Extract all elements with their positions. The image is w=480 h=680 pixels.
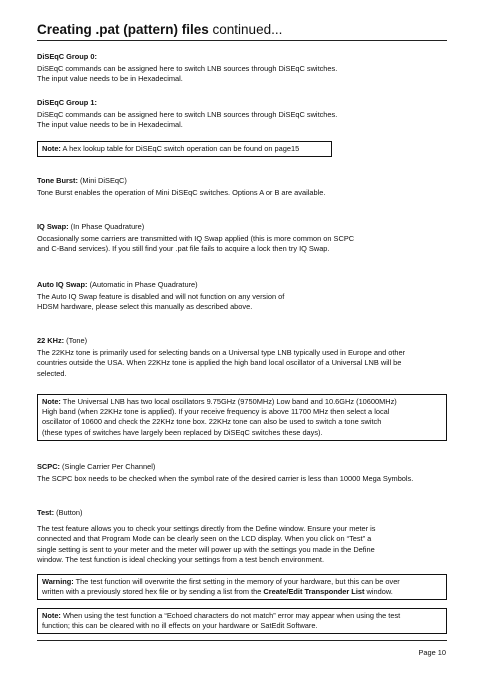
note-echoed-characters [37, 608, 447, 634]
section-heading: IQ Swap: (In Phase Quadrature) [37, 222, 145, 231]
note-line: (these types of switches have largely been replaced by DiSEqC switches these days). [42, 427, 323, 437]
note-label: Note: [42, 144, 61, 153]
page-title-rest: continued... [208, 22, 283, 37]
warning-line: window. [364, 587, 393, 597]
note-text: A hex lookup table for DiSEqC switch operation can be found on page15 [60, 144, 300, 153]
section-auto-iq-swap [37, 280, 447, 313]
page-title [37, 22, 282, 38]
section-line: countries outside the USA. When 22KHz tone is applied the high band local oscillator of a Universal LNB will be [37, 358, 402, 368]
section-diseqc-group-1 [37, 98, 447, 131]
section-scpc [37, 462, 447, 484]
note-line: The Universal LNB has two local oscillators 9.75GHz (9750MHz) Low band and 10.6GHz (10600MHz) [60, 397, 397, 406]
section-iq-swap [37, 222, 447, 255]
section-line: The SCPC box needs to be checked when the symbol rate of the desired carrier is less than 10000 Mega Symbols. [37, 474, 414, 484]
section-heading: DiSEqC Group 0: [37, 52, 97, 61]
section-heading: Test: (Button) [37, 508, 83, 517]
section-line: The Auto IQ Swap feature is disabled and will not function on any version of [37, 292, 285, 302]
section-22khz [37, 336, 447, 379]
note-line: When using the test function a “Echoed characters do not match” error may appear when using the test [60, 611, 401, 620]
page-title-bold: Creating .pat (pattern) files [37, 22, 209, 37]
section-heading: SCPC: (Single Carrier Per Channel) [37, 462, 156, 471]
note-line: oscillator of 10600 and check the 22KHz tone box. 22KHz tone can also be used to switch a tone switch [42, 417, 382, 427]
note-line: High band (when 22KHz tone is applied). If your receive frequency is above 11700 MHz then select a local [42, 407, 390, 417]
warning-line: The test function will overwrite the first setting in the memory of your hardware, but this can be over [73, 577, 400, 586]
section-line: DiSEqC commands can be assigned here to switch LNB sources through DiSEqC switches. [37, 64, 338, 74]
note-label: Note: [42, 397, 61, 406]
note-line: function; this can be cleared with no ill effects on your hardware or SatEdit Software. [42, 621, 318, 631]
note-hex-table [37, 141, 332, 157]
section-heading: Tone Burst: (Mini DiSEqC) [37, 176, 127, 185]
footer-divider [37, 640, 447, 641]
warning-box [37, 574, 447, 600]
section-diseqc-group-0 [37, 52, 447, 85]
section-heading: Auto IQ Swap: (Automatic in Phase Quadrature) [37, 280, 198, 289]
section-line: single setting is sent to your meter and the meter will power up with the settings you made in the Define [37, 544, 375, 554]
warning-line: written with a previously stored hex file or by sending a list from the [42, 587, 264, 597]
section-tone-burst [37, 176, 447, 198]
section-line: The input value needs to be in Hexadecimal. [37, 120, 183, 130]
section-line: The input value needs to be in Hexadecimal. [37, 74, 183, 84]
section-test [37, 508, 447, 565]
warning-label: Warning: [42, 577, 74, 586]
section-line: The 22KHz tone is primarily used for selecting bands on a Universal type LNB typically used in Europe and other [37, 348, 406, 358]
section-line: Tone Burst enables the operation of Mini DiSEqC switches. Options A or B are available. [37, 188, 326, 198]
section-line: The test feature allows you to check your settings directly from the Define window. Ensure your meter is [37, 524, 376, 534]
section-line: Occasionally some carriers are transmitted with IQ Swap applied (this is more common on SCPC [37, 234, 355, 244]
page-number: Page 10 [418, 648, 446, 657]
note-label: Note: [42, 611, 61, 620]
note-universal-lnb [37, 394, 447, 441]
section-line: DiSEqC commands can be assigned here to switch LNB sources through DiSEqC switches. [37, 110, 338, 120]
section-line: and C-Band services). If you still find your .pat file fails to acquire a lock then try IQ Swap. [37, 244, 330, 254]
section-line: HDSM hardware, please select this manually as described above. [37, 302, 253, 312]
section-heading: 22 KHz: (Tone) [37, 336, 88, 345]
section-line: connected and that Program Mode can be clearly seen on the LCD display. When you click on “Test” a [37, 534, 372, 544]
section-line: selected. [37, 368, 67, 378]
warning-link-text: Create/Edit Transponder List [263, 587, 365, 597]
section-heading: DiSEqC Group 1: [37, 98, 97, 107]
header-divider [37, 40, 447, 41]
section-line: window. The test function is ideal checking your settings from a test bench environment. [37, 554, 325, 564]
